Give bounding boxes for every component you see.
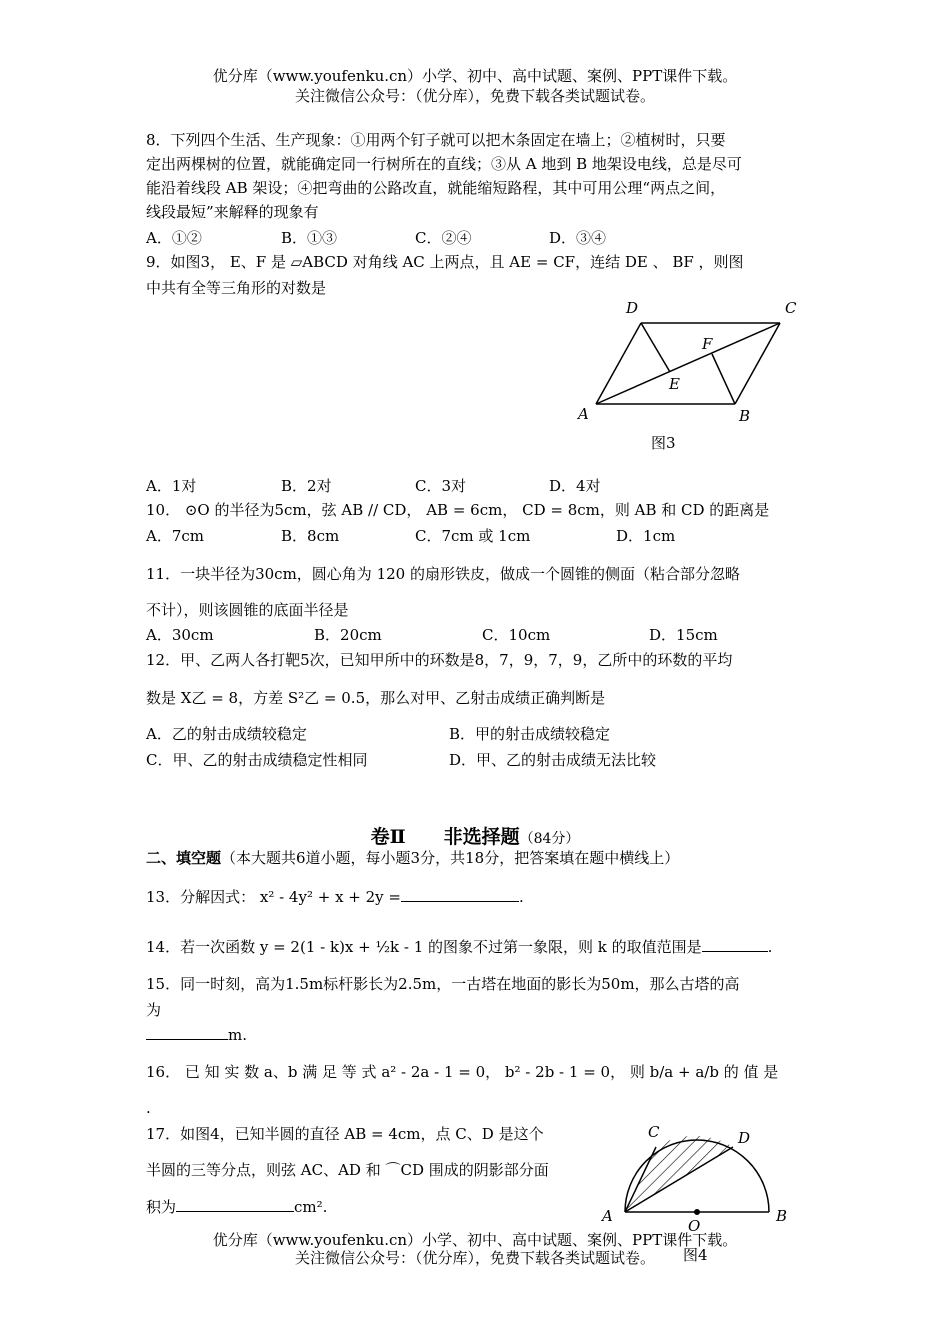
fig4-label-a: A	[602, 1207, 613, 1225]
fig4-label-d: D	[738, 1129, 751, 1147]
section2-title	[0, 822, 950, 849]
fig3-label-e: E	[669, 375, 680, 393]
q8-line2: 定出两棵树的位置，就能确定同一行树所在的直线；③从 A 地到 B 地架设电线，总是尽可	[146, 155, 742, 173]
q13-end: .	[519, 888, 524, 906]
fig3-label-c: C	[785, 299, 797, 317]
fig4-shaded-region	[625, 1136, 733, 1212]
fig3-segment-de	[641, 323, 670, 372]
q17-unit: cm².	[294, 1198, 328, 1216]
q11-option-b: B．20cm	[314, 626, 382, 644]
fig4-label-b: B	[776, 1207, 788, 1225]
q17-line3-text: 积为	[146, 1198, 177, 1216]
fig3-side-da	[596, 323, 641, 404]
q15-line3	[146, 1024, 247, 1045]
q9-line2: 中共有全等三角形的对数是	[146, 279, 327, 297]
q8-line1: 8．下列四个生活、生产现象：①用两个钉子就可以把木条固定在墙上；②植树时，只要	[146, 131, 726, 149]
q11-option-a: A．30cm	[146, 626, 214, 644]
page-footer-line2: 关注微信公众号：（优分库），免费下载各类试题试卷。	[294, 1249, 655, 1267]
fig3-side-bc	[735, 323, 780, 404]
fig3-label-d: D	[626, 299, 639, 317]
fig4-caption: 图4	[683, 1246, 708, 1264]
fill-in-heading-note: （本大题共6道小题，每小题3分，共18分，把答案填在题中横线上）	[221, 849, 680, 867]
q8-option-d: D．③④	[549, 229, 607, 247]
fig4-label-o: O	[688, 1217, 701, 1235]
q8-option-c: C．②④	[415, 229, 472, 247]
q12-option-d: D．甲、乙的射击成绩无法比较	[449, 751, 657, 769]
q8-line4: 线段最短”来解释的现象有	[146, 203, 319, 221]
q16-line1: 16． 已 知 实 数 a、b 满 足 等 式 a² - 2a - 1 = 0， b² - 2b - 1 = 0， 则 b/a + a/b 的 值 是	[146, 1063, 779, 1081]
q9-option-d: D．4对	[549, 477, 601, 495]
fig3-caption: 图3	[651, 434, 676, 452]
page-footer-line1: 优分库（www.youfenku.cn）小学、初中、高中试题、案例、PPT课件下载。	[212, 1231, 738, 1249]
fig3-segment-bf	[712, 354, 735, 404]
q15-answer-blank[interactable]	[146, 1024, 228, 1040]
q12-option-b: B．甲的射击成绩较稳定	[449, 725, 611, 743]
q14-end: .	[767, 938, 773, 956]
q9-option-c: C．3对	[415, 477, 467, 495]
q12-option-a: A．乙的射击成绩较稳定	[146, 725, 307, 743]
fill-in-heading	[146, 848, 679, 868]
q16-end: .	[146, 1099, 151, 1117]
section2-points: （84分）	[519, 831, 580, 847]
q10-option-c: C．7cm 或 1cm	[415, 527, 531, 545]
q15-unit: m.	[228, 1026, 247, 1044]
fig4-center-point	[694, 1209, 700, 1215]
q12-line2: 数是 X乙 = 8，方差 S²乙 = 0.5，那么对甲、乙射击成绩正确判断是	[146, 689, 606, 707]
fig3-label-a: A	[578, 405, 589, 423]
q10-line1: 10． ⊙O 的半径为5cm，弦 AB // CD， AB = 6cm， CD = 8cm，则 AB 和 CD 的距离是	[146, 501, 770, 519]
q17-line3	[146, 1196, 327, 1217]
q12-option-c: C．甲、乙的射击成绩稳定性相同	[146, 751, 368, 769]
q14	[146, 936, 772, 957]
section2-title-text: 卷Ⅱ 非选择题	[370, 826, 520, 848]
q9-option-a: A．1对	[146, 477, 197, 495]
page-header-line1: 优分库（www.youfenku.cn）小学、初中、高中试题、案例、PPT课件下载。	[212, 67, 738, 85]
q15-line1: 15．同一时刻，高为1.5m标杆影长为2.5m，一古塔在地面的影长为50m，那么古塔的高	[146, 975, 740, 993]
q14-text: 14．若一次函数 y = 2(1 - k)x + ½k - 1 的图象不过第一象限，则 k 的取值范围是	[146, 938, 702, 956]
fig3-diagonal-ac	[596, 323, 780, 404]
q11-option-d: D．15cm	[649, 626, 718, 644]
q10-option-b: B．8cm	[281, 527, 340, 545]
q9-option-b: B．2对	[281, 477, 332, 495]
q17-line2: 半圆的三等分点，则弦 AC、AD 和 ⌒CD 围成的阴影部分面	[146, 1161, 549, 1179]
q17-answer-blank[interactable]	[176, 1196, 294, 1212]
q10-option-d: D．1cm	[616, 527, 676, 545]
q8-line3: 能沿着线段 AB 架设；④把弯曲的公路改直，就能缩短路程，其中可用公理“两点之间，	[146, 179, 726, 197]
q13-text: 13．分解因式： x² - 4y² + x + 2y =	[146, 888, 401, 906]
fill-in-heading-title: 二、填空题	[146, 849, 222, 867]
q17-line1: 17．如图4，已知半圆的直径 AB = 4cm，点 C、D 是这个	[146, 1125, 544, 1143]
q11-line2: 不计），则该圆锥的底面半径是	[146, 601, 349, 619]
q13-answer-blank[interactable]	[401, 886, 519, 902]
q13	[146, 886, 524, 907]
q8-option-a: A．①②	[146, 229, 202, 247]
q14-answer-blank[interactable]	[702, 936, 768, 952]
q8-option-b: B．①③	[281, 229, 338, 247]
page-header-line2: 关注微信公众号：（优分库），免费下载各类试题试卷。	[294, 87, 655, 105]
fig3-label-f: F	[702, 335, 713, 353]
figure-3-parallelogram	[560, 292, 820, 432]
q9-line1: 9．如图3， E、F 是 ▱ABCD 对角线 AC 上两点，且 AE = CF，连结 DE 、 BF ，则图	[146, 253, 744, 271]
figure-4-semicircle	[590, 1118, 810, 1238]
q12-line1: 12．甲、乙两人各打靶5次，已知甲所中的环数是8，7，9，7，9，乙所中的环数的平均	[146, 651, 733, 669]
q11-option-c: C．10cm	[482, 626, 551, 644]
q11-line1: 11．一块半径为30cm，圆心角为 120 的扇形铁皮，做成一个圆锥的侧面（粘合部分忽略	[146, 565, 740, 583]
fig4-label-c: C	[648, 1123, 660, 1141]
fig3-label-b: B	[739, 407, 751, 425]
q10-option-a: A．7cm	[146, 527, 205, 545]
q15-line2: 为	[146, 1001, 162, 1019]
